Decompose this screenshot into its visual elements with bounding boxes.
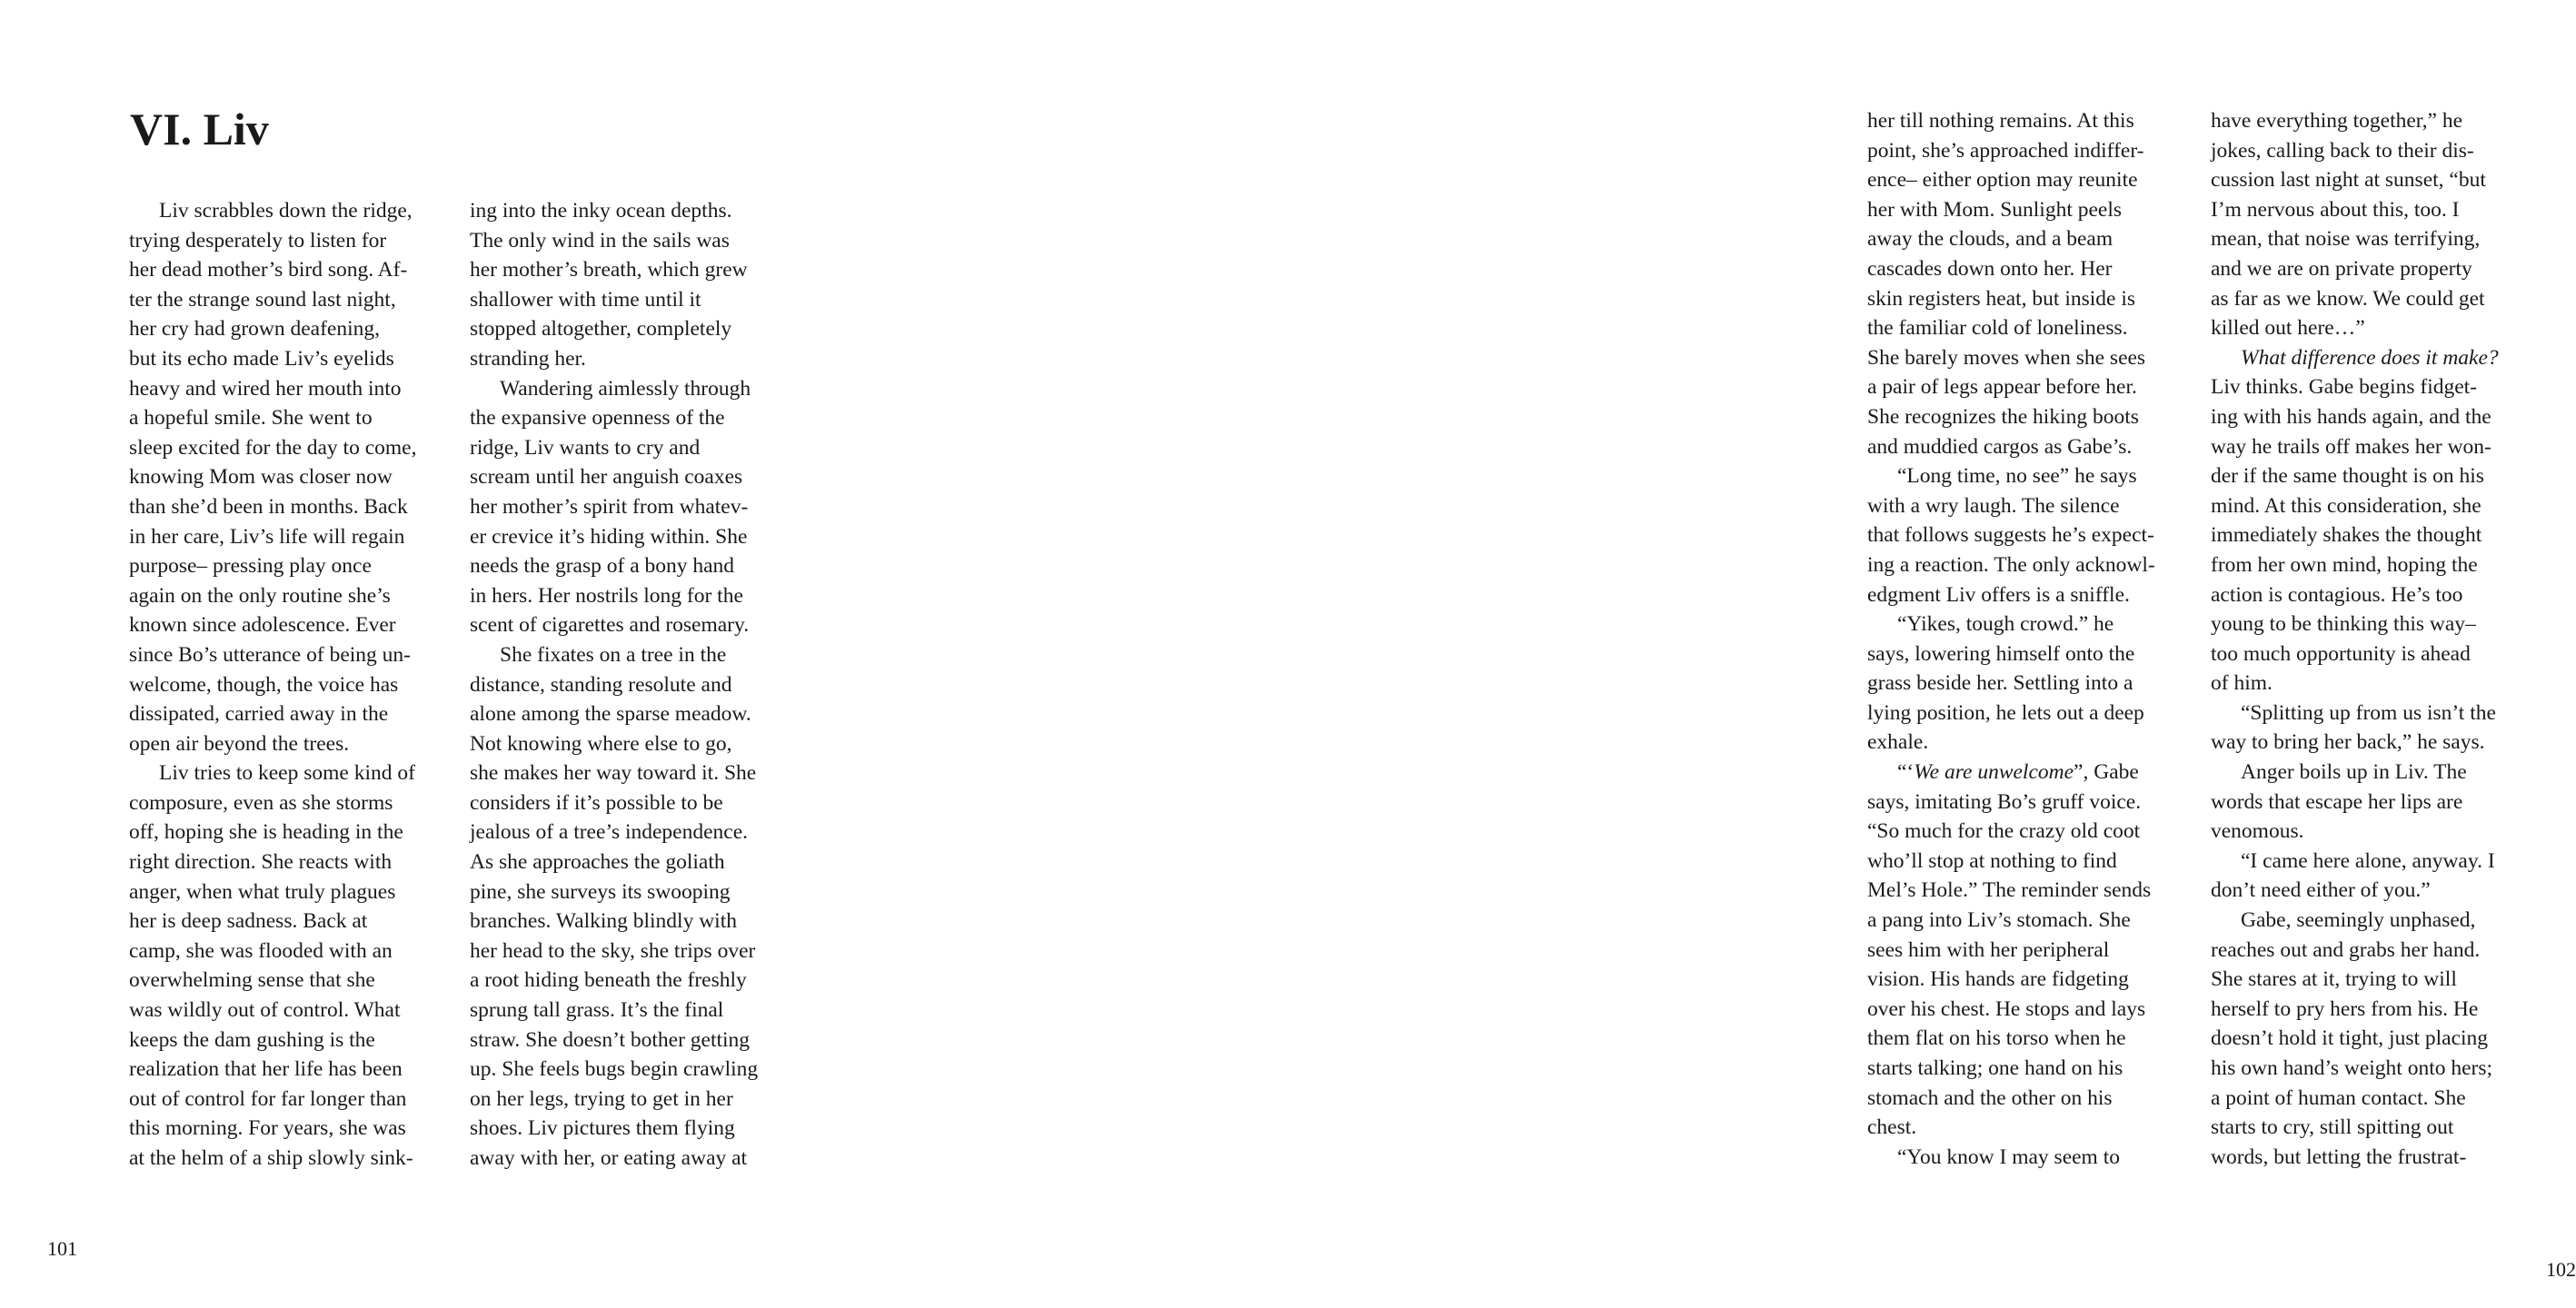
text-line: action is contagious. He’s too	[2211, 582, 2463, 607]
text-line: Anger boils up in Liv. The	[2241, 760, 2467, 785]
text-line: ing into the inky ocean depths.	[470, 199, 732, 223]
text-line: the familiar cold of loneliness.	[1867, 316, 2128, 341]
text-line: Wandering aimlessly through	[500, 376, 751, 401]
text-line: heavy and wired her mouth into	[129, 376, 402, 401]
text-line: open air beyond the trees.	[129, 731, 350, 756]
text-line: again on the only routine she’s	[129, 583, 391, 608]
text-line: that follows suggests he’s expect-	[1867, 523, 2154, 548]
text-line: immediately shakes the thought	[2211, 523, 2482, 548]
text-line: mean, that noise was terrifying,	[2211, 227, 2481, 252]
text-line: and we are on private property	[2211, 256, 2472, 281]
text-line: She stares at it, trying to will	[2211, 967, 2457, 992]
text-line: words that escape her lips are	[2211, 789, 2463, 814]
text-line: with a wry laugh. The silence	[1867, 493, 2120, 518]
right-page	[872, 0, 2576, 1308]
text-line: Not knowing where else to go,	[470, 731, 732, 756]
text-line: sprung tall grass. It’s the final	[470, 998, 724, 1023]
text-line: pine, she surveys its swooping	[470, 879, 731, 904]
text-line: branches. Walking blindly with	[470, 909, 737, 934]
text-line: cascades down onto her. Her	[1867, 256, 2113, 281]
text-line: venomous.	[2211, 819, 2304, 844]
text-line: sees him with her peripheral	[1867, 937, 2110, 962]
text-line: considers if it’s possible to be	[470, 790, 723, 815]
text-line: trying desperately to listen for	[129, 228, 387, 253]
text-line: off, hoping she is heading in the	[129, 820, 403, 845]
text-line: She recognizes the hiking boots	[1867, 404, 2139, 429]
text-line: stranding her.	[470, 346, 586, 371]
text-line: knowing Mom was closer now	[129, 465, 393, 490]
text-line: them flat on his torso when he	[1867, 1026, 2126, 1051]
text-line: Gabe, seemingly unphased,	[2241, 908, 2476, 933]
text-line	[2211, 343, 2524, 373]
text-line: have everything together,” he	[2211, 109, 2463, 133]
text-line: away with her, or eating away at	[470, 1146, 748, 1170]
italic-text: We are unwelcome	[1914, 760, 2074, 785]
text-line: she makes her way toward it. She	[470, 761, 757, 786]
text-line: “I came here alone, anyway. I	[2241, 848, 2495, 873]
text-column-4	[2211, 106, 2524, 1172]
text-line: jokes, calling back to their dis-	[2211, 138, 2474, 163]
text-line: way he trails off makes her won-	[2211, 434, 2491, 459]
text-line: her dead mother’s bird song. Af-	[129, 258, 408, 282]
text-line: welcome, though, the voice has	[129, 672, 399, 697]
text-line: camp, she was flooded with an	[129, 938, 393, 963]
text-line: way to bring her back,” he says.	[2211, 730, 2485, 755]
text-line: “‘We are unwelcome”, Gabe	[1897, 760, 2139, 785]
text-line: scream until her anguish coaxes	[470, 465, 743, 490]
text-line: killed out here…”	[2211, 316, 2365, 341]
left-page	[0, 0, 872, 1308]
text-line: in her care, Liv’s life will regain	[129, 524, 405, 549]
text-line: words, but letting the frustrat-	[2211, 1144, 2467, 1169]
text-line: over his chest. He stops and lays	[1867, 996, 2146, 1021]
text-line: her cry had grown deafening,	[129, 317, 381, 342]
text-line: point, she’s approached indiffer-	[1867, 138, 2144, 163]
text-line: stomach and the other on his	[1867, 1085, 2113, 1110]
text-line: keeps the dam gushing is the	[129, 1027, 375, 1052]
text-line: since Bo’s utterance of being un-	[129, 642, 411, 667]
text-line: ter the strange sound last night,	[129, 287, 396, 312]
text-line: chest.	[1867, 1115, 1917, 1140]
text-line: realization that her life has been	[129, 1057, 403, 1082]
text-line: out of control for far longer than	[129, 1086, 407, 1111]
text-line: ing with his hands again, and the	[2211, 404, 2491, 429]
text-line: edgment Liv offers is a sniffle.	[1867, 582, 2130, 607]
text-line: says, imitating Bo’s gruff voice.	[1867, 789, 2142, 814]
text-line: but its echo made Liv’s eyelids	[129, 346, 394, 371]
text-line: mind. At this consideration, she	[2211, 493, 2482, 518]
text-line: She barely moves when she sees	[1867, 345, 2146, 370]
text-line: ridge, Liv wants to cry and	[470, 435, 701, 460]
text-line: this morning. For years, she was	[129, 1116, 406, 1141]
text-line: known since adolescence. Ever	[129, 613, 396, 638]
text-line: doesn’t hold it tight, just placing	[2211, 1026, 2489, 1051]
text-line: a hopeful smile. She went to	[129, 406, 373, 431]
text-line: who’ll stop at nothing to find	[1867, 848, 2117, 873]
text-line: on her legs, trying to get in her	[470, 1086, 733, 1111]
text-line: Liv tries to keep some kind of	[159, 761, 415, 786]
text-line: shoes. Liv pictures them flying	[470, 1116, 735, 1141]
text-line: dissipated, carried away in the	[129, 702, 389, 727]
text-line: her with Mom. Sunlight peels	[1867, 197, 2123, 222]
text-line: of him.	[2211, 671, 2273, 696]
text-line: from her own mind, hoping the	[2211, 552, 2478, 577]
text-line: don’t need either of you.”	[2211, 878, 2431, 903]
text-line: a point of human contact. She	[2211, 1085, 2466, 1110]
text-line: anger, when what truly plagues	[129, 879, 396, 904]
text-line: away the clouds, and a beam	[1867, 227, 2114, 252]
text-line: herself to pry hers from his. He	[2211, 996, 2479, 1021]
text-line: a pair of legs appear before her.	[1867, 375, 2137, 400]
text-line: straw. She doesn’t bother getting	[470, 1027, 751, 1052]
text-line: er crevice it’s hiding within. She	[470, 524, 748, 549]
text-line: “Long time, no see” he says	[1897, 464, 2137, 489]
text-line: says, lowering himself onto the	[1867, 641, 2135, 666]
text-line: starts to cry, still spitting out	[2211, 1115, 2454, 1140]
page-number-right: 102	[2546, 1258, 2576, 1281]
text-line: vision. His hands are fidgeting	[1867, 967, 2129, 992]
text-line: right direction. She reacts with	[129, 850, 393, 875]
text-column-1	[129, 196, 443, 1174]
chapter-title: VI. Liv	[130, 104, 269, 154]
text-line: sleep excited for the day to come,	[129, 435, 417, 460]
text-line: the expansive openness of the	[470, 406, 725, 431]
text-line: Liv thinks. Gabe begins fidget-	[2211, 375, 2478, 400]
text-line: and muddied cargos as Gabe’s.	[1867, 434, 2133, 459]
text-line: alone among the sparse meadow.	[470, 702, 751, 727]
text-line: exhale.	[1867, 730, 1929, 755]
page-number-left: 101	[47, 1237, 77, 1260]
text-line: too much opportunity is ahead	[2211, 641, 2471, 666]
text-column-2	[470, 196, 783, 1174]
text-line: Mel’s Hole.” The reminder sends	[1867, 878, 2152, 903]
italic-text: What difference does it make?	[2241, 345, 2499, 370]
text-line: a pang into Liv’s stomach. She	[1867, 908, 2131, 933]
text-line: her mother’s breath, which grew	[470, 258, 748, 282]
text-line: his own hand’s weight onto hers;	[2211, 1056, 2493, 1080]
text-line: a root hiding beneath the freshly	[470, 968, 747, 993]
text-line: reaches out and grabs her hand.	[2211, 937, 2481, 962]
text-line: her mother’s spirit from whatev-	[470, 494, 749, 519]
text-line: “You know I may seem to	[1897, 1144, 2120, 1169]
text-line: starts talking; one hand on his	[1867, 1056, 2123, 1080]
text-line: I’m nervous about this, too. I	[2211, 197, 2460, 222]
text-line: up. She feels bugs begin crawling	[470, 1057, 759, 1082]
text-line: her is deep sadness. Back at	[129, 909, 368, 934]
text-line: jealous of a tree’s independence.	[470, 820, 749, 845]
text-line: The only wind in the sails was	[470, 228, 730, 253]
text-line: composure, even as she storms	[129, 790, 393, 815]
text-line: “Splitting up from us isn’t the	[2241, 700, 2496, 725]
text-line: overwhelming sense that she	[129, 968, 375, 993]
text-line: in hers. Her nostrils long for the	[470, 583, 743, 608]
text-column-3	[1867, 106, 2181, 1172]
text-line: ence– either option may reunite	[1867, 168, 2138, 193]
text-line: as far as we know. We could get	[2211, 286, 2485, 311]
text-line: distance, standing resolute and	[470, 672, 732, 697]
text-line: As she approaches the goliath	[470, 850, 725, 875]
text-line: ing a reaction. The only acknowl-	[1867, 552, 2155, 577]
text-line: needs the grasp of a bony hand	[470, 554, 735, 579]
text-line: her till nothing remains. At this	[1867, 109, 2134, 133]
text-line: scent of cigarettes and rosemary.	[470, 613, 750, 638]
text-line: der if the same thought is on his	[2211, 464, 2484, 489]
text-line: lying position, he lets out a deep	[1867, 700, 2144, 725]
text-line: “Yikes, tough crowd.” he	[1897, 612, 2114, 637]
text-line: “So much for the crazy old coot	[1867, 819, 2141, 844]
text-line: was wildly out of control. What	[129, 998, 401, 1023]
text-line: She fixates on a tree in the	[500, 642, 727, 667]
text-line: young to be thinking this way–	[2211, 612, 2476, 637]
text-line: purpose– pressing play once	[129, 554, 372, 579]
text-line: her head to the sky, she trips over	[470, 938, 756, 963]
text-line: Liv scrabbles down the ridge,	[159, 199, 413, 223]
text-line: skin registers heat, but inside is	[1867, 286, 2136, 311]
text-line: shallower with time until it	[470, 287, 701, 312]
text-line: stopped altogether, completely	[470, 317, 732, 342]
text-line: at the helm of a ship slowly sink-	[129, 1146, 413, 1170]
text-line: than she’d been in months. Back	[129, 494, 408, 519]
text-line: cussion last night at sunset, “but	[2211, 168, 2486, 193]
text-line: grass beside her. Settling into a	[1867, 671, 2133, 696]
